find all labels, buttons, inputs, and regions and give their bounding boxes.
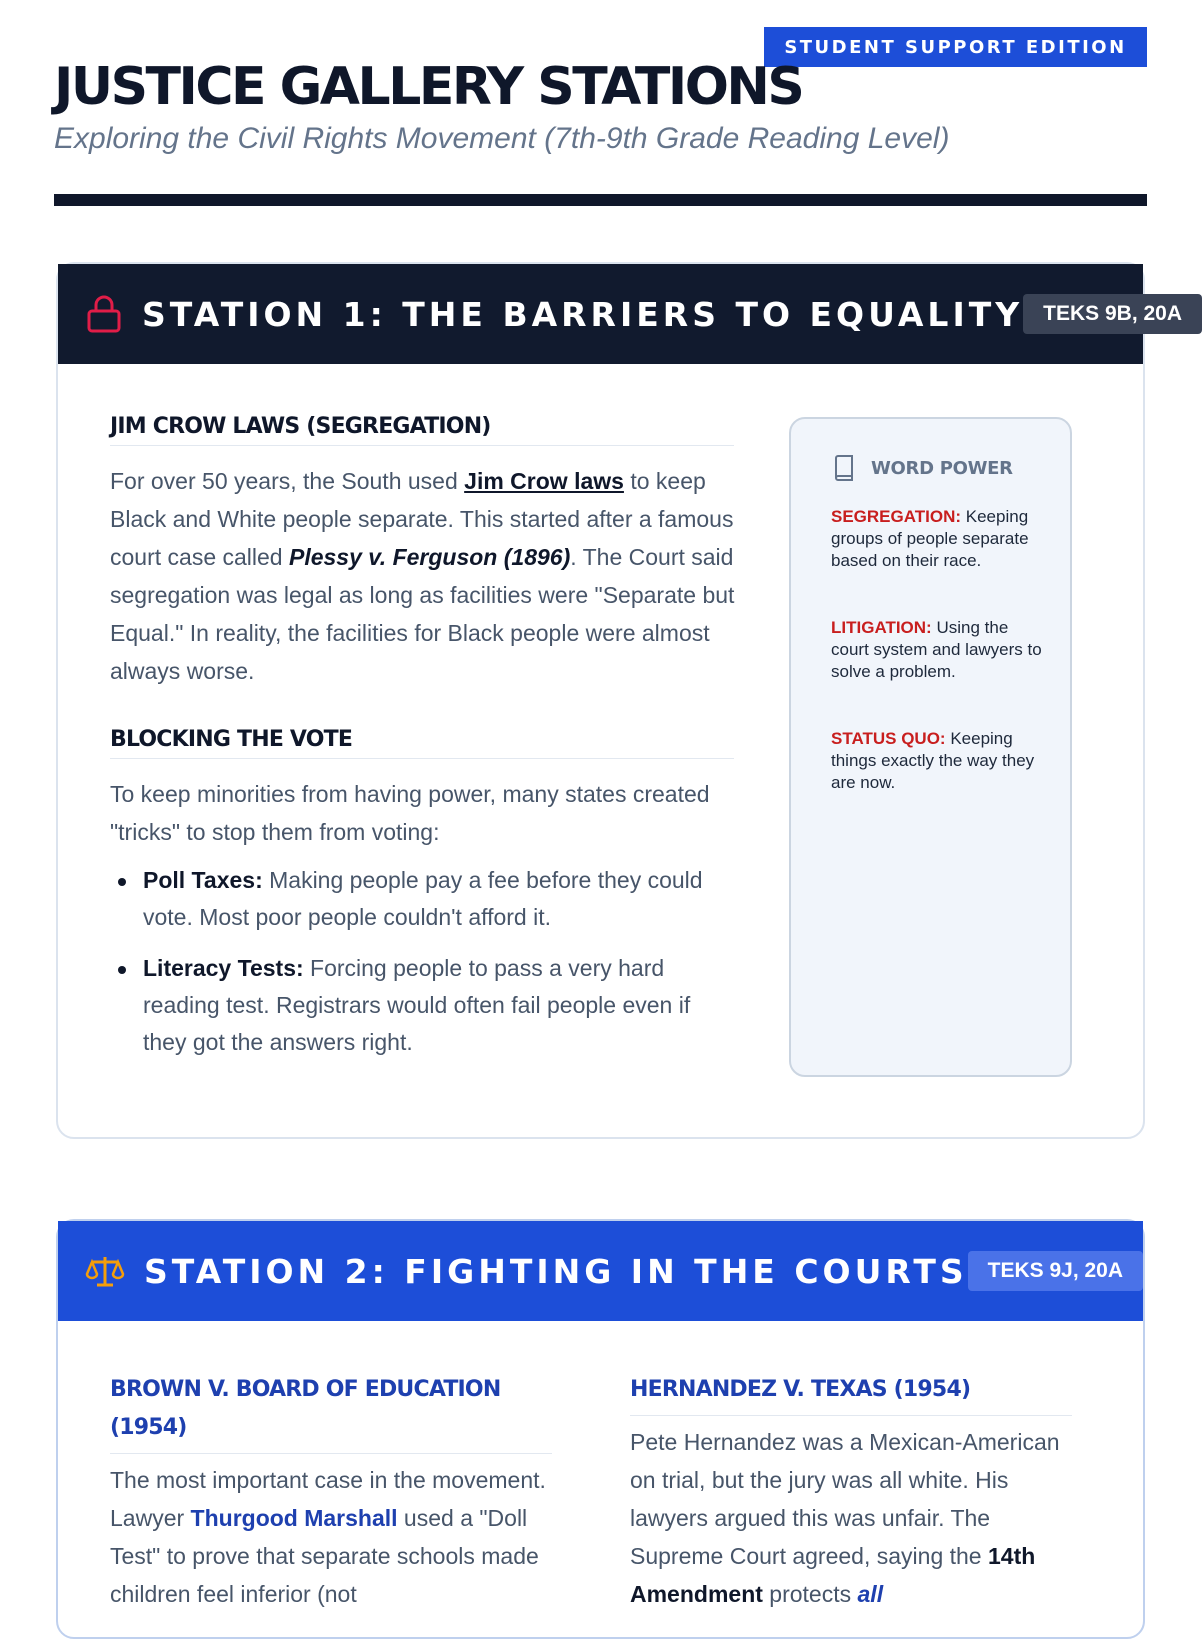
station-1-teks-badge: TEKS 9B, 20A — [1023, 294, 1202, 334]
term-definition: Keeping groups of people separate based on their race. — [831, 507, 1029, 570]
brown-text-2: used a "Doll Test" to prove that separate schools made children feel inferior (not — [110, 1505, 539, 1607]
page-subtitle: Exploring the Civil Rights Movement (7th-9th Grade Reading Level) — [54, 122, 950, 155]
term-status-quo — [831, 728, 1046, 794]
jim-crow-laws-link[interactable]: Jim Crow laws — [464, 468, 624, 494]
vote-tricks-list — [110, 862, 740, 1075]
station-2-card — [56, 1219, 1145, 1639]
scales-icon — [86, 1251, 124, 1291]
jim-crow-text-2: to keep Black and White people separate. This started after a famous court case called — [110, 468, 734, 570]
poll-taxes-term: Poll Taxes: — [143, 867, 263, 893]
hernandez-paragraph — [630, 1423, 1080, 1613]
term-label: STATUS QUO: — [831, 729, 946, 748]
station-1-header — [58, 264, 1183, 364]
jim-crow-text-3: . The Court said segregation was legal as long as facilities were "Separate but Equal." In reality, the facilities for Black people were almost always worse. — [110, 544, 735, 684]
hernandez-heading: HERNANDEZ V. TEXAS (1954) — [630, 1371, 1072, 1416]
station-1-card — [56, 262, 1183, 1139]
word-power-label: WORD POWER — [871, 457, 1013, 479]
term-litigation — [831, 617, 1046, 683]
title-divider — [54, 194, 1147, 206]
thurgood-marshall: Thurgood Marshall — [190, 1505, 398, 1531]
word-power-box — [789, 417, 1072, 1077]
list-item — [110, 950, 740, 1061]
hernandez-text-2: protects — [762, 1581, 858, 1607]
station-1-title: STATION 1: THE BARRIERS TO EQUALITY — [142, 294, 1024, 334]
jim-crow-text-1: For over 50 years, the South used — [110, 468, 465, 494]
blocking-vote-heading: BLOCKING THE VOTE — [110, 727, 734, 759]
brown-heading: BROWN V. BOARD OF EDUCATION (1954) — [110, 1371, 552, 1454]
term-segregation — [831, 506, 1046, 572]
list-item — [110, 862, 740, 936]
term-definition: Keeping things exactly the way they are now. — [831, 729, 1035, 792]
literacy-tests-text: Forcing people to pass a very hard reading test. Registrars would often fail people even if they got the answers right. — [143, 955, 691, 1055]
jim-crow-paragraph — [110, 462, 740, 690]
page-title: JUSTICE GALLERY STATIONS — [54, 57, 803, 117]
14th-amendment: 14th Amendment — [630, 1543, 1036, 1607]
hernandez-text-1: Pete Hernandez was a Mexican-American on trial, but the jury was all white. His lawyers argued this was unfair. The Supreme Court agreed, saying the — [630, 1429, 1060, 1569]
edition-badge: STUDENT SUPPORT EDITION — [764, 27, 1147, 67]
poll-taxes-text: Making people pay a fee before they could vote. Most poor people couldn't afford it. — [143, 867, 703, 930]
station-2-header — [58, 1221, 1143, 1321]
term-label: SEGREGATION: — [831, 507, 962, 526]
term-definition: Using the court system and lawyers to solve a problem. — [831, 618, 1042, 681]
station-2-teks-badge: TEKS 9J, 20A — [968, 1251, 1143, 1291]
brown-text-1: The most important case in the movement. Lawyer — [110, 1467, 546, 1531]
all-emphasis: all — [857, 1581, 884, 1607]
plessy-case: Plessy v. Ferguson (1896) — [288, 544, 571, 570]
station-2-title: STATION 2: FIGHTING IN THE COURTS — [144, 1251, 968, 1291]
jim-crow-heading: JIM CROW LAWS (SEGREGATION) — [110, 414, 734, 446]
blocking-vote-intro: To keep minorities from having power, many states created "tricks" to stop them from voting: — [110, 781, 710, 845]
term-label: LITIGATION: — [831, 618, 932, 637]
lock-icon — [86, 294, 122, 334]
book-icon — [833, 455, 855, 481]
literacy-tests-term: Literacy Tests: — [143, 955, 304, 981]
word-power-heading — [833, 455, 1013, 481]
brown-paragraph — [110, 1461, 552, 1613]
